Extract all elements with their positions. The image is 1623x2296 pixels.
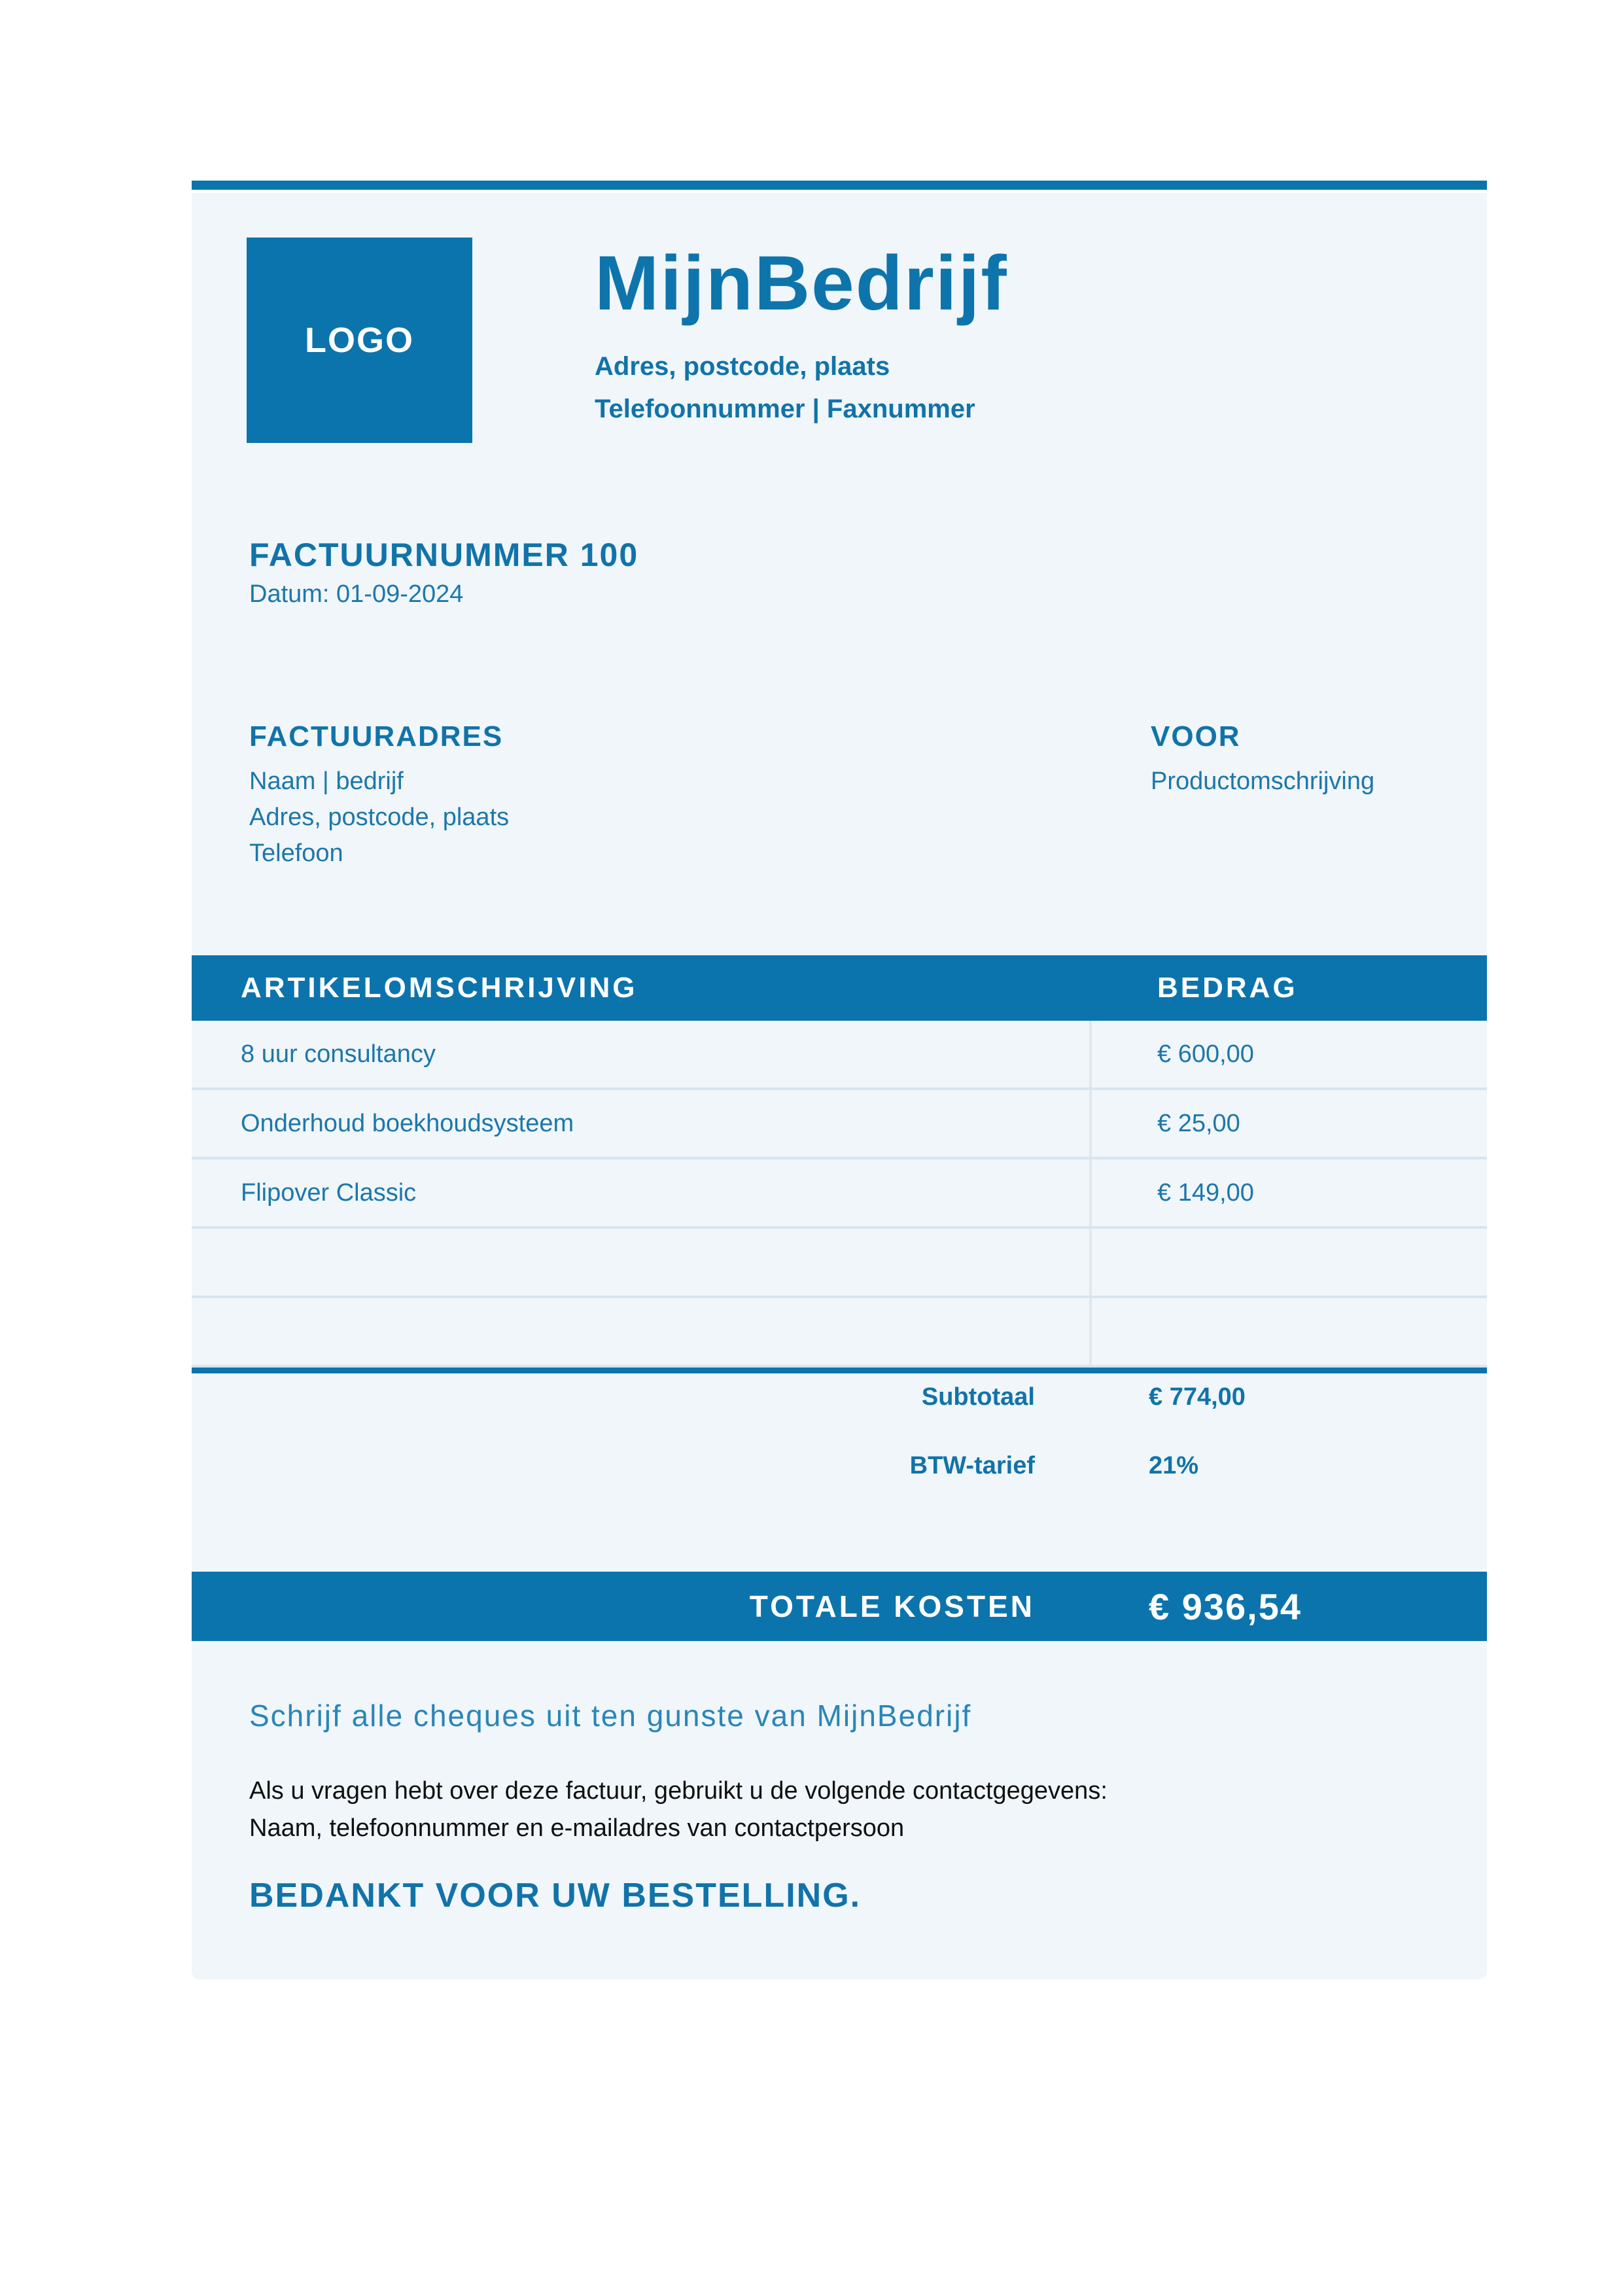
for-block <box>1151 764 1374 800</box>
billing-address-heading: FACTUURADRES <box>249 720 504 752</box>
vat-label: BTW-tarief <box>909 1452 1035 1479</box>
row-amount: € 149,00 <box>1157 1178 1254 1207</box>
row-amount <box>1092 1229 1157 1296</box>
billing-line-phone: Telefoon <box>249 839 343 867</box>
company-logo <box>247 238 472 443</box>
table-row-empty <box>192 1298 1487 1368</box>
row-amount <box>1092 1298 1157 1365</box>
table-row <box>192 1021 1487 1090</box>
vat-row <box>192 1448 1487 1484</box>
row-amount: € 600,00 <box>1157 1040 1254 1068</box>
row-description <box>192 1298 1092 1365</box>
row-description <box>192 1229 1092 1296</box>
subtotal-label: Subtotaal <box>921 1383 1035 1411</box>
billing-line-address: Adres, postcode, plaats <box>249 804 510 831</box>
subtotal-row <box>192 1379 1487 1415</box>
subtotal-value: € 774,00 <box>1149 1383 1246 1411</box>
for-heading: VOOR <box>1151 720 1241 752</box>
billing-line-name: Naam | bedrijf <box>249 768 404 795</box>
header-amount: BEDRAG <box>1157 972 1298 1004</box>
thank-you-message: BEDANKT VOOR UW BESTELLING. <box>249 1877 862 1915</box>
contact-line-2: Naam, telefoonnummer en e-mailadres van contactpersoon <box>249 1814 905 1842</box>
row-description: Flipover Classic <box>192 1159 1092 1226</box>
items-table <box>192 955 1487 1373</box>
company-name: MijnBedrijf <box>595 240 1008 327</box>
company-address: Adres, postcode, plaats <box>595 352 890 381</box>
vat-value: 21% <box>1149 1452 1199 1479</box>
contact-line-1: Als u vragen hebt over deze factuur, gebruikt u de volgende contactgegevens: <box>249 1777 1108 1805</box>
total-label: TOTALE KOSTEN <box>749 1589 1035 1623</box>
logo-text: LOGO <box>305 321 414 360</box>
row-amount: € 25,00 <box>1157 1109 1240 1137</box>
table-row <box>192 1090 1487 1159</box>
table-row-empty <box>192 1229 1487 1298</box>
company-phone-fax: Telefoonnummer | Faxnummer <box>595 395 975 423</box>
cheque-note: Schrijf alle cheques uit ten gunste van MijnBedrijf <box>249 1699 972 1733</box>
billing-address-block <box>249 764 509 872</box>
items-table-header <box>192 955 1487 1021</box>
row-description: Onderhoud boekhoudsysteem <box>192 1090 1092 1157</box>
invoice-sheet <box>192 193 1487 1979</box>
table-row <box>192 1159 1487 1229</box>
for-line-product: Productomschrijving <box>1151 768 1375 795</box>
total-value: € 936,54 <box>1149 1585 1302 1627</box>
table-bottom-rule <box>192 1368 1487 1373</box>
contact-info-block <box>249 1773 1108 1847</box>
invoice-date: Datum: 01-09-2024 <box>249 580 464 608</box>
total-bar <box>192 1572 1487 1641</box>
invoice-number: FACTUURNUMMER 100 <box>249 537 639 573</box>
row-description: 8 uur consultancy <box>192 1021 1092 1087</box>
top-accent-bar <box>192 181 1487 190</box>
header-description: ARTIKELOMSCHRIJVING <box>241 972 638 1004</box>
